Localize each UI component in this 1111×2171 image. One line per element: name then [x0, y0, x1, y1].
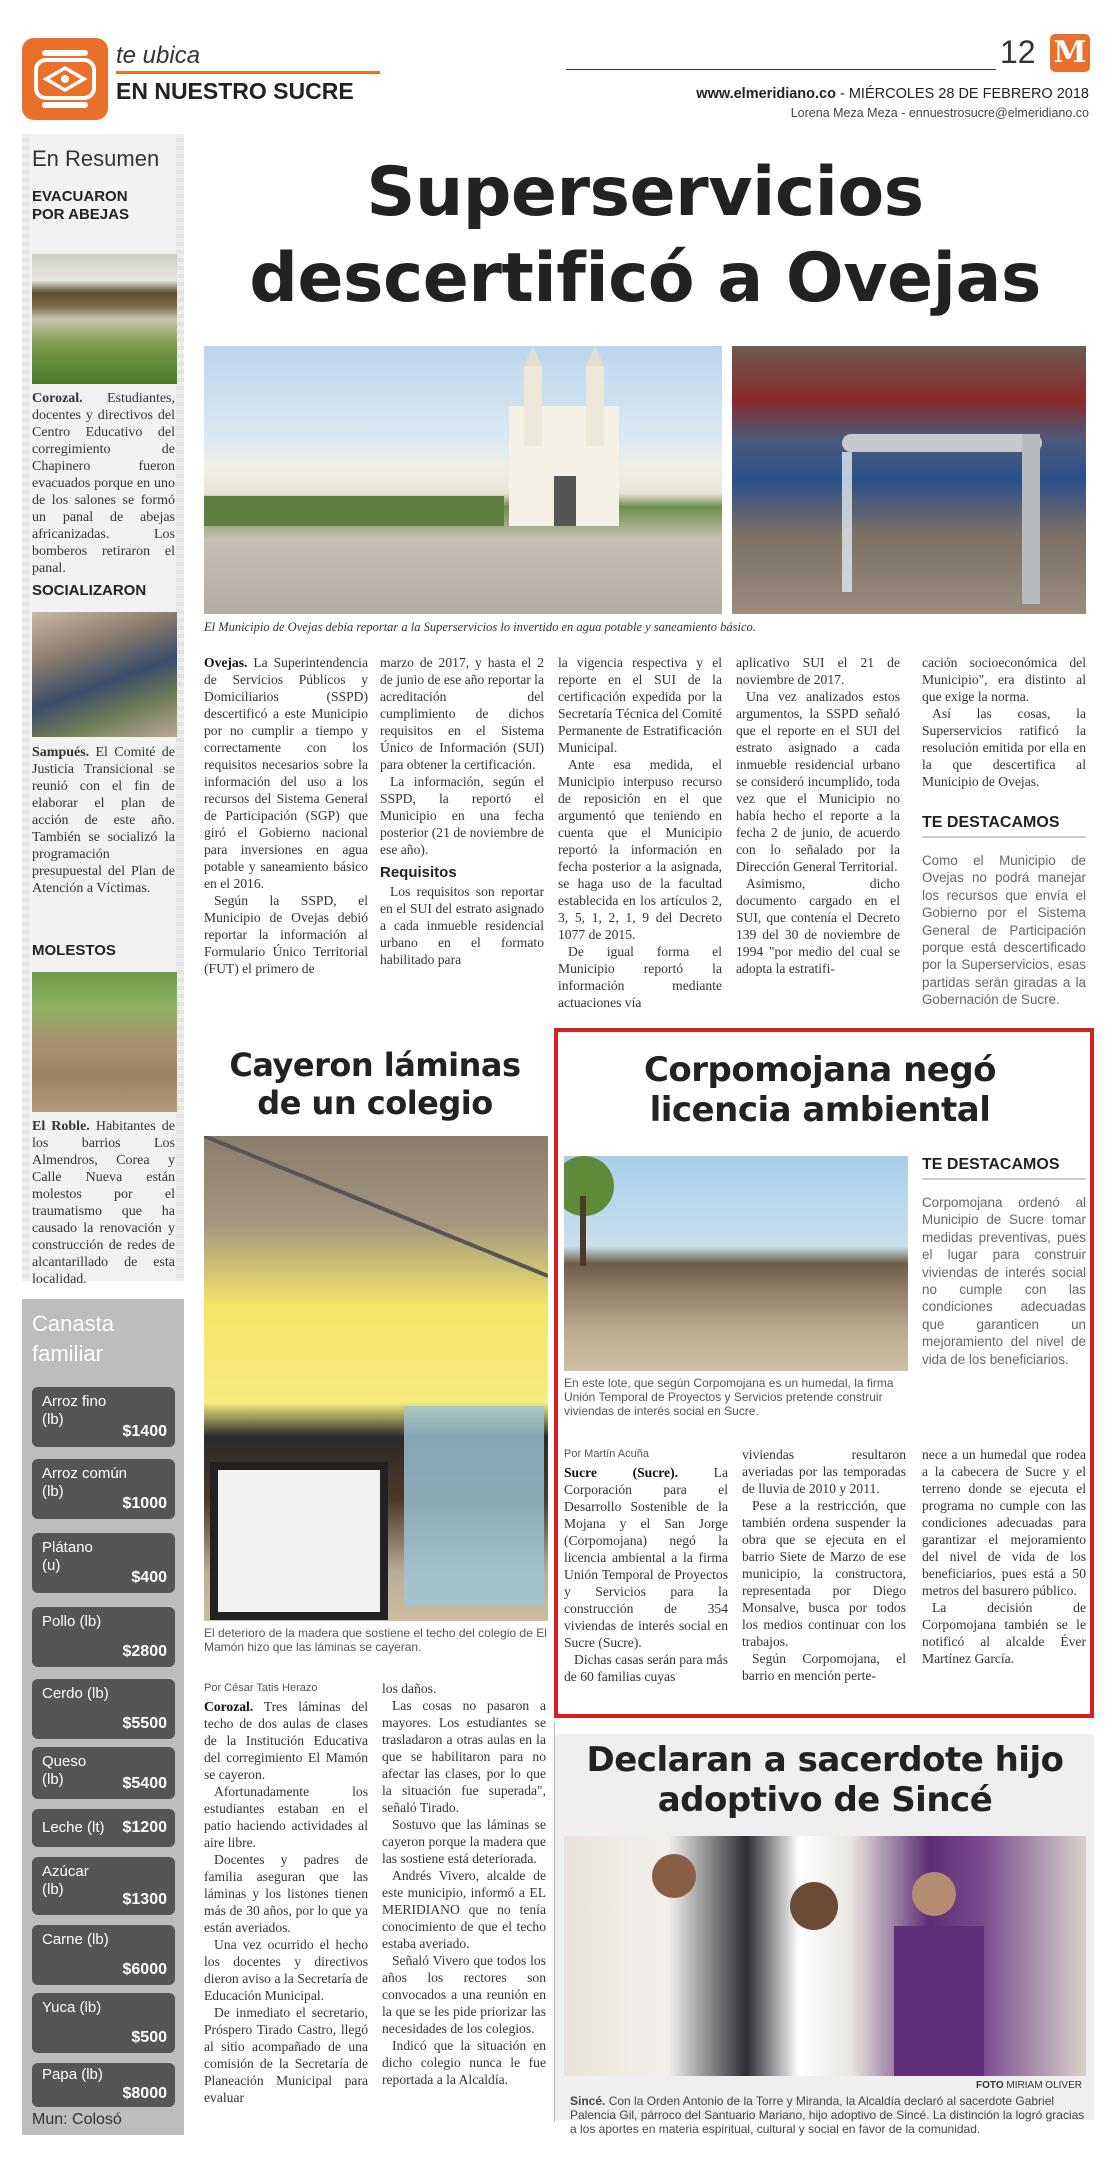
price-item — [32, 1993, 175, 2053]
tree-icon — [564, 1156, 908, 1371]
price-item-name: Azúcar (lb) — [42, 1863, 89, 1898]
price-item-value: $1000 — [122, 1495, 167, 1512]
church-photo — [204, 346, 722, 614]
caption-text: Con la Orden Antonio de la Torre y Miranda, la Alcaldía declaró al sacerdote Gabriel Palencia Gil, párroco del Santuario Mariano, hijo adoptivo de Sincé. La distinción la logró gracias a los aportes en materia espiritual, cultural y social en favor de la comunidad. — [570, 2094, 1085, 2136]
paragraph: De inmediato el secretario, Próspero Tirado Castro, llegó al sitio acompañado de una comisión de la Secretaría de Planeación Municipal para evaluar — [204, 2005, 368, 2105]
photo-credit — [976, 2080, 1082, 2091]
sidebar-item-text — [32, 390, 175, 577]
price-item — [32, 1857, 175, 1915]
paragraph: De igual forma el Municipio reportó la información mediante actuaciones vía — [558, 944, 722, 1010]
price-item-value: $500 — [131, 2029, 167, 2046]
paragraph: La Superintendencia de Servicios Públicos y Domiciliarios (SSPD) descertificó a este Municipio por no cumplir a tiempo y correctamente con los requisitos necesarios sobre la información del uso a los recursos del Sistema General de Participación (SGP) que giró el Gobierno nacional para inversiones en agua potable y saneamiento básico en el 2016. — [204, 655, 368, 891]
photo-credit-label: FOTO — [976, 2080, 1004, 2091]
paragraph: los daños. — [382, 1681, 437, 1696]
paragraph: Señaló Vivero que todos los años los rectores son convocados a una reunión en la que se les pide priorizar las necesidades de los colegios. — [382, 1953, 546, 2036]
paragraph: Ante esa medida, el Municipio interpuso recurso de reposición en el que argumentó que teniendo en cuenta que el Municipio reportó la información en fecha posterior a la asignada, se haga uso de la facultad establecida en los artículos 2, 3, 5, 1, 2, 1, 9 del Decreto 1077 de 2015. — [558, 757, 722, 942]
faucet-icon — [732, 346, 1086, 614]
caption-lead: Sincé. — [570, 2094, 606, 2108]
ceremony-photo — [564, 1836, 1086, 2076]
paragraph: Dichas casas serán para más de 60 familias cuyas — [564, 1652, 728, 1684]
destacamos-heading: TE DESTACAMOS — [922, 814, 1086, 838]
meeting-photo — [32, 612, 177, 737]
sidebar-item-text — [32, 1118, 175, 1288]
sidebar-item-heading: EVACUARON POR ABEJAS — [32, 188, 129, 223]
paragraph: la vigencia respectiva y el reporte en el SUI de la certificación expedida por la Secretaría Técnica del Comité Permanente de Estratificación Municipal. — [558, 655, 722, 755]
sidebar-item-lead: El Roble. — [32, 1119, 90, 1134]
paragraph: Docentes y padres de familia aseguran que las láminas y los listones tienen más de 30 años, por lo que ya están averiados. — [204, 1852, 368, 1935]
price-item — [32, 1809, 175, 1847]
paragraph: La información, según el SSPD, la reportó el Municipio en una fecha posterior (21 de noviembre de ese año). — [380, 774, 544, 857]
main-photo-caption: El Municipio de Ovejas debía reportar a la Superservicios lo invertido en agua potable y saneamiento básico. — [204, 620, 756, 634]
price-item — [32, 1533, 175, 1593]
price-item-name: Plátano (u) — [42, 1539, 93, 1574]
paragraph: aplicativo SUI el 21 de noviembre de 2017. — [736, 655, 900, 687]
price-item-name: Arroz común (lb) — [42, 1465, 128, 1500]
section-emblem-icon — [22, 38, 108, 120]
sidebar-item-heading: SOCIALIZARON — [32, 582, 147, 599]
bees-photo — [32, 254, 177, 384]
sidebar-item-body: Habitantes de los barrios Los Almendros, Corea y Calle Nueva están molestos por el traumatismo que ha causado la renovación y construcción de redes de alcantarillado de esta localidad. — [32, 1119, 175, 1287]
price-item-value: $5400 — [122, 1775, 167, 1792]
header-rule — [566, 69, 996, 70]
sidebar-item-text — [32, 744, 175, 897]
paragraph: Andrés Vivero, alcalde de este municipio, informó a EL MERIDIANO que no tenía conocimiento de que el techo estaba averiado. — [382, 1868, 546, 1951]
paragraph: marzo de 2017, y hasta el 2 de junio de ese año reportar la acreditación del cumplimiento de dichos requisitos en el Sistema Único de Información (SUI) para obtener la certificación. — [380, 655, 544, 772]
lot-photo — [564, 1156, 908, 1371]
photo-credit-name: MIRIAM OLIVER — [1003, 2080, 1082, 2091]
street-photo — [32, 972, 177, 1112]
price-item-name: Cerdo (lb) — [42, 1685, 109, 1702]
sidebar-title: En Resumen — [32, 146, 160, 171]
price-item-name: Leche (lt) — [42, 1819, 105, 1836]
column-rule — [554, 1722, 555, 2122]
colegio-byline: Por César Tatis Herazo — [204, 1682, 318, 1694]
water-tap-photo — [732, 346, 1086, 614]
paragraph: La Corporación para el Desarrollo Sostenible de la Mojana y el San Jorge (Corpomojana) negó la licencia ambiental a la firma Unión Temporal de Proyectos y Servicios para la construcción de 354 viviendas de interés social en Sucre (Sucre). — [564, 1465, 728, 1650]
paragraph: Las cosas no pasaron a mayores. Los estudiantes se trasladaron a otras aulas en la que se habilitaron para no afectar las clases, por lo que la situación fue superada", señaló Tirado. — [382, 1698, 546, 1815]
section-logo — [22, 38, 108, 120]
paragraph: viviendas resultaron averiadas por las temporadas de lluvia de 2010 y 2011. — [742, 1447, 906, 1496]
destacamos-text: Corpomojana ordenó al Municipio de Sucre tomar medidas preventivas, pues el lugar para construir viviendas de interés social no cumple con las condiciones adecuadas que garanticen un mejoramiento del nivel de vida de los beneficiarios. — [922, 1195, 1086, 1367]
paragraph: cación socioeconómica del Municipio", era distinto al que exige la norma. — [922, 655, 1086, 704]
price-item-name: Papa (lb) — [42, 2066, 103, 2083]
section-label-top: te ubica — [116, 42, 201, 69]
sidebar-item-heading: MOLESTOS — [32, 942, 116, 959]
paragraph: Asimismo, dicho documento cargado en el SUI, que contenía el Decreto 139 del 30 de noviembre de 1994 "por medio del cual se adopta la estratifi- — [736, 876, 900, 976]
main-col-4 — [736, 654, 900, 977]
price-item — [32, 2063, 175, 2107]
price-item-name: Arroz fino (lb) — [42, 1393, 107, 1428]
paragraph: Los requisitos son reportar en el SUI del estrato asignado a cada inmueble residencial urbano en el formato habilitado para — [380, 884, 544, 967]
site-url: www.elmeridiano.co — [696, 86, 836, 102]
colegio-col-2 — [382, 1680, 546, 2088]
sidebar-item-lead: Corozal. — [32, 391, 83, 406]
subheading: Requisitos — [380, 864, 457, 881]
paragraph: Según la SSPD, el Municipio de Ovejas debió reportar la información al Formulario Único Territorial (FUT) el primero de — [204, 893, 368, 976]
corpomojana-col-3 — [922, 1446, 1086, 1667]
destacamos-text: Como el Municipio de Ovejas no podrá manejar los recursos que envía el Gobierno por el Sistema General de Participación porque está descertificado por la Superservicios, esas partidas serán giradas a la Gobernación de Sucre. — [922, 853, 1086, 1008]
price-item-value: $1300 — [122, 1891, 167, 1908]
corpomojana-headline: Corpomojana negó licencia ambiental — [643, 1050, 997, 1130]
price-item-value: $6000 — [122, 1961, 167, 1978]
paragraph: Afortunadamente los estudiantes estaban en el patio haciendo actividades al aire libre. — [204, 1784, 368, 1850]
price-item-value: $5500 — [122, 1715, 167, 1732]
sacerdote-headline: Declaran a sacerdote hijo adoptivo de Sincé — [586, 1740, 1064, 1820]
corpomojana-col-1 — [564, 1464, 728, 1685]
sidebar-resumen — [22, 134, 184, 1287]
paragraph: Según Corpomojana, el barrio en mención perte- — [742, 1651, 906, 1683]
section-label-bottom: EN NUESTRO SUCRE — [116, 78, 354, 104]
dateline: Sucre (Sucre). — [564, 1465, 679, 1480]
price-item-value: $1400 — [122, 1423, 167, 1440]
price-item — [32, 1747, 175, 1799]
paragraph: Pese a la restricción, que también ordena suspender la obra que se ejecuta en el barrio Siete de Marzo de ese municipio, la constructora, representada por Diego Monsalve, busca por todos los medios continuar con los trabajos. — [742, 1498, 906, 1649]
corpomojana-col-2 — [742, 1446, 906, 1684]
paragraph: Tres láminas del techo de dos aulas de clases de la Institución Educativa del corregimiento El Mamón se cayeron. — [204, 1699, 368, 1782]
colegio-headline: Cayeron láminas de un colegio — [229, 1046, 521, 1122]
price-item-name: Queso (lb) — [42, 1753, 87, 1788]
classroom-photo — [204, 1136, 548, 1621]
colegio-col-1 — [204, 1698, 368, 2106]
canasta-footer: Mun: Colosó — [32, 2111, 122, 2128]
section-underline — [116, 71, 380, 74]
main-col-1 — [204, 654, 368, 977]
paragraph: Así las cosas, la Superservicios ratificó la resolución emitida por ella en la que descertifica al Municipio de Ovejas. — [922, 706, 1086, 789]
main-col-3 — [558, 654, 722, 1011]
price-item-name: Pollo (lb) — [42, 1613, 102, 1630]
corpomojana-photo-caption: En este lote, que según Corpomojana es un humedal, la firma Unión Temporal de Proyectos y Servicios pretende construir viviendas de interés social en Sucre. — [564, 1376, 894, 1418]
sidebar-border-right — [176, 134, 184, 1281]
price-item — [32, 1679, 175, 1739]
paragraph: La decisión de Corpomojana también se le notificó al alcalde Éver Martínez García. — [922, 1600, 1086, 1666]
price-item-name: Carne (lb) — [42, 1931, 109, 1948]
sidebar-border-left — [22, 134, 30, 1281]
destacamos-heading: TE DESTACAMOS — [922, 1156, 1086, 1180]
canasta-box — [22, 1299, 184, 2135]
issue-date: - MIÉRCOLES 28 DE FEBRERO 2018 — [835, 86, 1089, 102]
people-icon — [564, 1836, 1086, 2076]
price-item — [32, 1607, 175, 1667]
page-number: 12 — [1000, 34, 1036, 70]
dateline: Corozal. — [204, 1699, 254, 1714]
paragraph: Sostuvo que las láminas se cayeron porque la madera que las sostiene está deteriorada. — [382, 1817, 546, 1866]
church-icon — [204, 346, 722, 614]
price-item-value: $400 — [131, 1569, 167, 1586]
canasta-title: Canasta familiar — [32, 1311, 114, 1366]
sidebar-item-body: Estudiantes, docentes y directivos del Centro Educativo del corregimiento de Chapinero fueron evacuados porque en uno de los salones se formó un panal de abejas africanizadas. Los bomberos retiraron el panal. — [32, 391, 175, 576]
colegio-photo-caption: El deterioro de la madera que sostiene el techo del colegio de El Mamón hizo que las láminas se cayeran. — [204, 1626, 547, 1654]
contact-line: Lorena Meza Meza - ennuestrosucre@elmeridiano.co — [790, 106, 1089, 120]
sidebar-item-lead: Sampués. — [32, 745, 90, 760]
corpomojana-byline: Por Martín Acuña — [564, 1448, 649, 1460]
main-col-2 — [380, 654, 544, 968]
paragraph: nece a un humedal que rodea a la cabecera de Sucre y el terreno donde se ejecuta el programa no cumple con las condiciones adecuadas para garantizar el mejoramiento del nivel de vida de los beneficiarios, pues está a 50 metros del basurero público. — [922, 1447, 1086, 1598]
price-item — [32, 1925, 175, 1985]
price-item-value: $8000 — [122, 2085, 167, 2102]
price-item-value: $1200 — [122, 1819, 167, 1836]
date-line — [696, 86, 1089, 102]
main-col-5 — [922, 654, 1086, 790]
whiteboard-icon — [204, 1136, 548, 1621]
price-item — [32, 1459, 175, 1519]
price-item-name: Yuca (lb) — [42, 1999, 102, 2016]
paragraph: Una vez analizados estos argumentos, la SSPD señaló que el reporte en el SUI del estrato asignado a cada inmueble residencial urbano se consideró incumplido, toda vez que el Municipio no había hecho el reporte a la fecha 2 de junio, de acuerdo con lo señalado por la Dirección General Territorial. — [736, 689, 900, 874]
brand-logo: M — [1050, 34, 1090, 72]
price-item-value: $2800 — [122, 1643, 167, 1660]
sidebar-item-body: El Comité de Justicia Transicional se reunió con el fin de elaborar el plan de acción de este año. También se socializó la programación presupuestal del Plan de Atención a Víctimas. — [32, 745, 175, 896]
paragraph: Una vez ocurrido el hecho los docentes y directivos dieron aviso a la Secretaría de Educación Municipal. — [204, 1937, 368, 2003]
sacerdote-caption — [570, 2094, 1086, 2136]
main-headline: Superservicios descertificó a Ovejas — [249, 153, 1041, 318]
price-item — [32, 1387, 175, 1447]
paragraph: Indicó que la situación en dicho colegio nunca le fue reportada a la Alcaldía. — [382, 2038, 546, 2087]
dateline: Ovejas. — [204, 655, 248, 670]
